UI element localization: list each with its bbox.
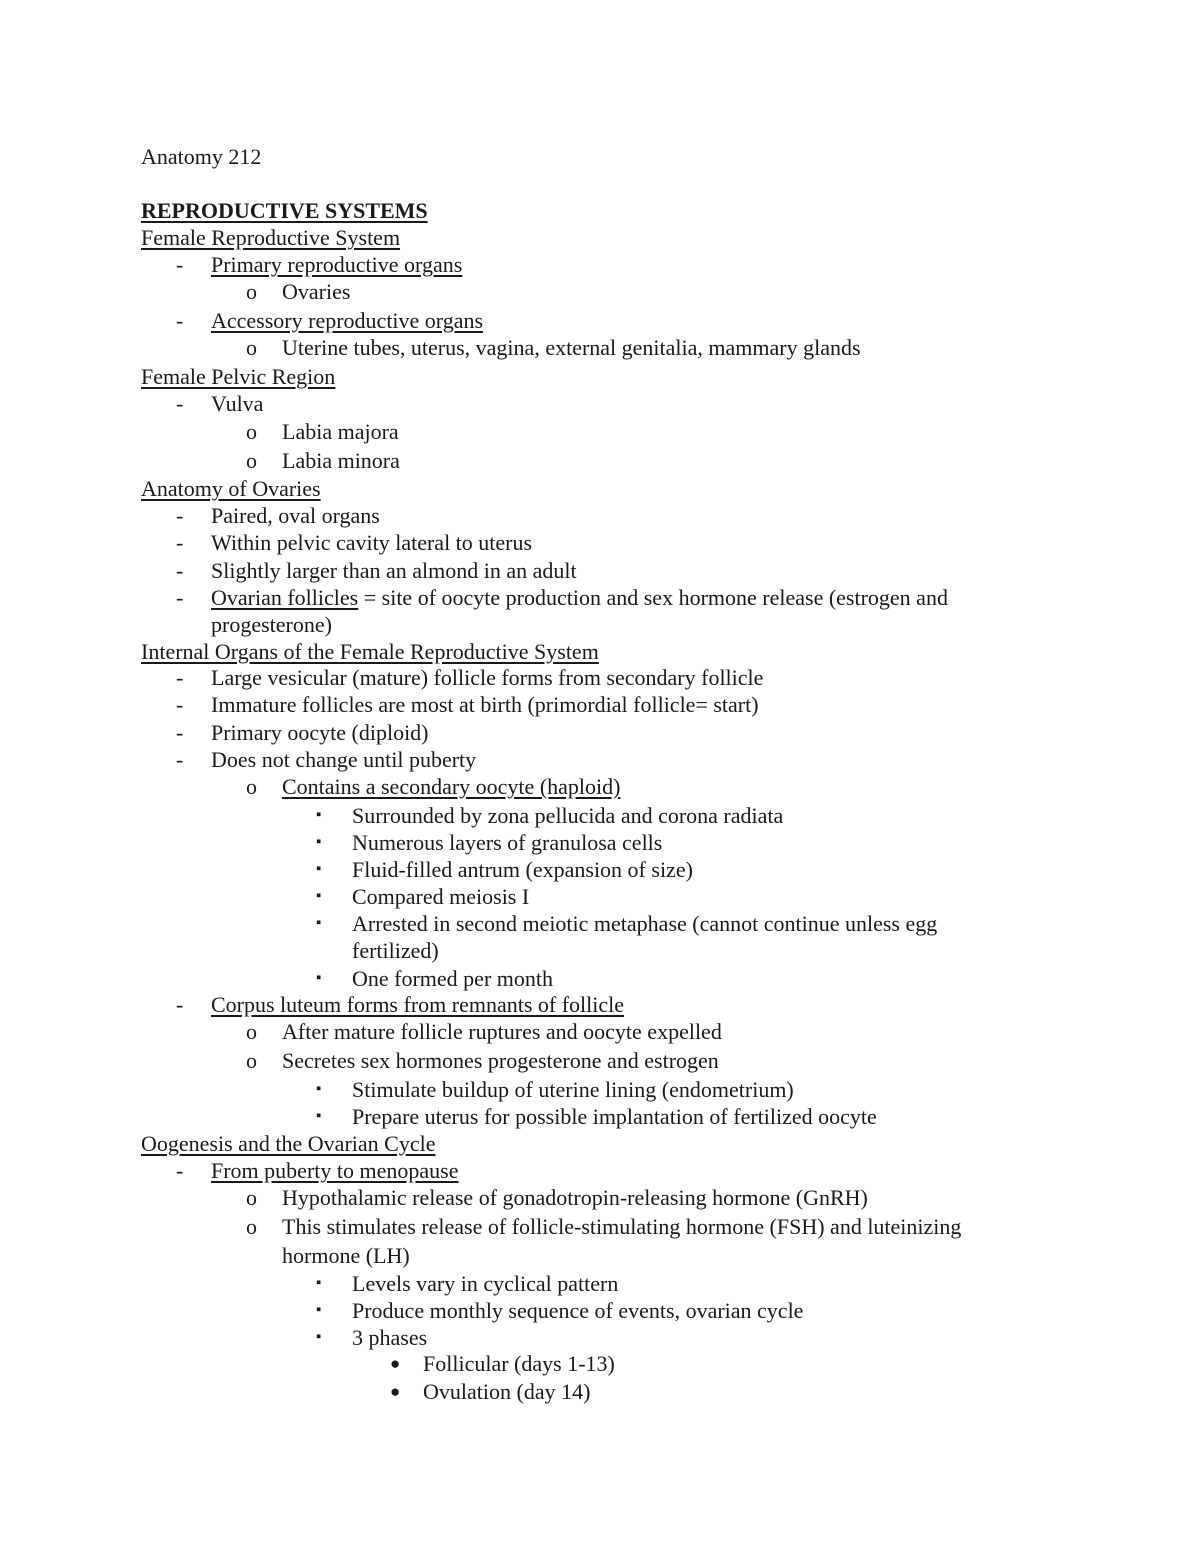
section-title-internal-organs: Internal Organs of the Female Reproductive System (141, 639, 599, 664)
circle-bullet: o (246, 1214, 257, 1239)
list-item: Follicular (days 1-13) (423, 1351, 615, 1376)
square-bullet: ▪ (316, 970, 322, 986)
list-item: Compared meiosis I (352, 884, 530, 909)
dash-bullet: - (176, 252, 184, 277)
list-item: Produce monthly sequence of events, ovarian cycle (352, 1298, 804, 1323)
list-item: Levels vary in cyclical pattern (352, 1271, 619, 1296)
square-bullet: ▪ (316, 1108, 322, 1124)
list-item: Prepare uterus for possible implantation of fertilized oocyte (352, 1104, 877, 1129)
list-item: Secretes sex hormones progesterone and estrogen (282, 1048, 719, 1073)
list-item: Paired, oval organs (211, 503, 380, 528)
list-item: One formed per month (352, 966, 553, 991)
list-item: Primary oocyte (diploid) (211, 720, 429, 745)
list-item: Hypothalamic release of gonadotropin-releasing hormone (GnRH) (282, 1185, 868, 1210)
list-item: Numerous layers of granulosa cells (352, 830, 663, 855)
definition-text: = site of oocyte production and sex hormone release (estrogen and (358, 585, 948, 610)
dot-bullet: ● (390, 1382, 401, 1401)
list-item: From puberty to menopause (211, 1158, 459, 1183)
list-item: Ovulation (day 14) (423, 1379, 591, 1404)
list-item: Large vesicular (mature) follicle forms from secondary follicle (211, 665, 764, 690)
square-bullet: ▪ (316, 807, 322, 823)
circle-bullet: o (246, 1185, 257, 1210)
dash-bullet: - (176, 747, 184, 772)
list-item: Arrested in second meiotic metaphase (cannot continue unless egg (352, 911, 938, 936)
dash-bullet: - (176, 992, 184, 1017)
main-heading: REPRODUCTIVE SYSTEMS (141, 198, 428, 223)
circle-bullet: o (246, 774, 257, 799)
list-item (211, 584, 948, 611)
list-item: Within pelvic cavity lateral to uterus (211, 530, 533, 555)
circle-bullet: o (246, 419, 257, 444)
circle-bullet: o (246, 1048, 257, 1073)
list-item: Primary reproductive organs (211, 252, 463, 277)
section-title-oogenesis: Oogenesis and the Ovarian Cycle (141, 1131, 436, 1156)
list-item: Immature follicles are most at birth (primordial follicle= start) (211, 692, 759, 717)
list-item: Ovaries (282, 279, 351, 304)
square-bullet: ▪ (316, 1081, 322, 1097)
dash-bullet: - (176, 308, 184, 333)
section-title-anatomy-of-ovaries: Anatomy of Ovaries (141, 476, 321, 501)
dash-bullet: - (176, 665, 184, 690)
list-item: This stimulates release of follicle-stimulating hormone (FSH) and luteinizing (282, 1214, 962, 1239)
list-item: After mature follicle ruptures and oocyte expelled (282, 1019, 722, 1044)
section-title-female-reproductive-system: Female Reproductive System (141, 225, 401, 250)
list-item: Surrounded by zona pellucida and corona radiata (352, 803, 784, 828)
list-item: Slightly larger than an almond in an adult (211, 558, 577, 583)
dash-bullet: - (176, 692, 184, 717)
list-item-continuation: progesterone) (211, 612, 332, 637)
dash-bullet: - (176, 391, 184, 416)
list-item: Uterine tubes, uterus, vagina, external genitalia, mammary glands (282, 335, 861, 360)
circle-bullet: o (246, 279, 257, 304)
list-item: Labia majora (282, 419, 399, 444)
dash-bullet: - (176, 1158, 184, 1183)
list-item: Stimulate buildup of uterine lining (endometrium) (352, 1077, 794, 1102)
circle-bullet: o (246, 335, 257, 360)
square-bullet: ▪ (316, 1302, 322, 1318)
list-item-continuation: fertilized) (352, 938, 439, 963)
course-title: Anatomy 212 (141, 144, 262, 169)
list-item: Vulva (211, 391, 264, 416)
list-item: Accessory reproductive organs (211, 308, 484, 333)
square-bullet: ▪ (316, 861, 322, 877)
list-item: 3 phases (352, 1325, 428, 1350)
list-item: Corpus luteum forms from remnants of follicle (211, 992, 625, 1017)
list-item-continuation: hormone (LH) (282, 1243, 410, 1268)
dash-bullet: - (176, 585, 184, 610)
list-item: Labia minora (282, 448, 400, 473)
dash-bullet: - (176, 558, 184, 583)
dot-bullet: ● (390, 1354, 401, 1373)
circle-bullet: o (246, 448, 257, 473)
circle-bullet: o (246, 1019, 257, 1044)
dash-bullet: - (176, 720, 184, 745)
list-item: Fluid-filled antrum (expansion of size) (352, 857, 693, 882)
dash-bullet: - (176, 503, 184, 528)
term-ovarian-follicles: Ovarian follicles (211, 585, 359, 610)
square-bullet: ▪ (316, 834, 322, 850)
dash-bullet: - (176, 530, 184, 555)
square-bullet: ▪ (316, 888, 322, 904)
list-item: Contains a secondary oocyte (haploid) (282, 774, 621, 799)
list-item: Does not change until puberty (211, 747, 477, 772)
square-bullet: ▪ (316, 915, 322, 931)
section-title-female-pelvic-region: Female Pelvic Region (141, 364, 336, 389)
square-bullet: ▪ (316, 1329, 322, 1345)
square-bullet: ▪ (316, 1275, 322, 1291)
